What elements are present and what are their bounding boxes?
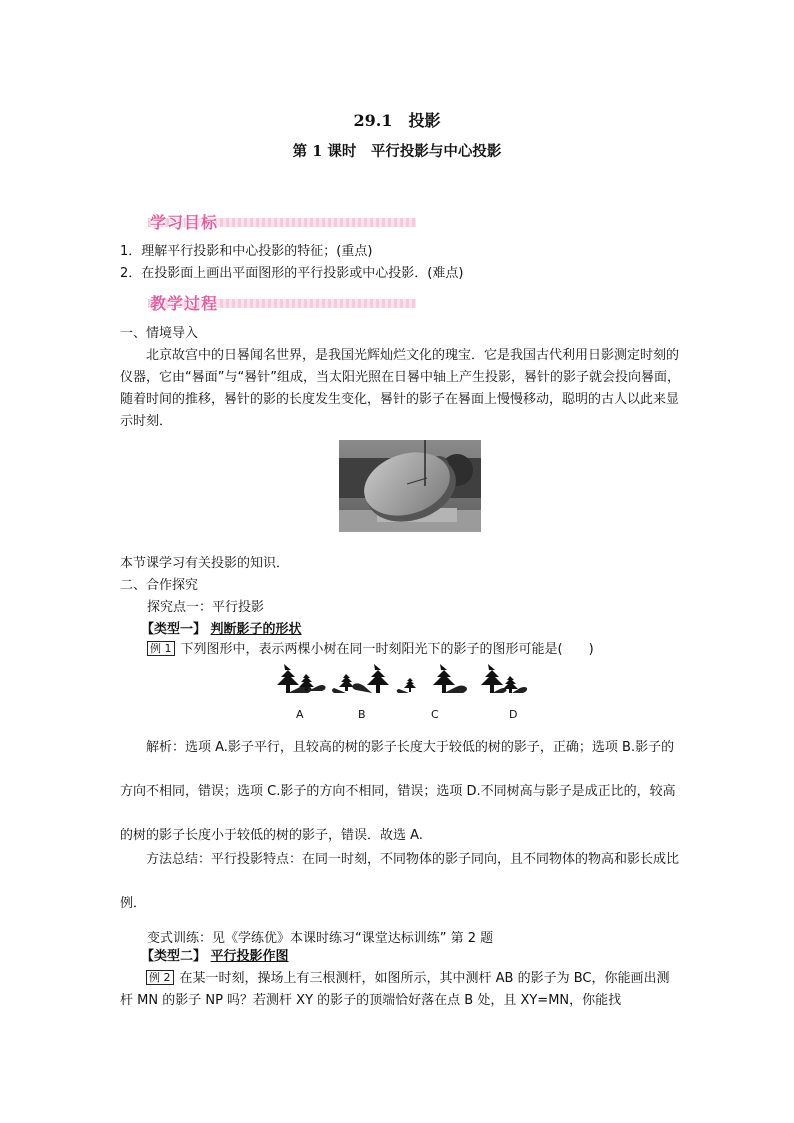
variant-training: 变式训练：见《学练优》本课时练习“课堂达标训练” 第 2 题 [147,931,494,946]
explore-heading: 二、合作探究 [120,578,199,593]
type1-title: 判断影子的形状 [210,622,302,637]
sundial-photo [339,440,481,532]
example1 [147,639,707,661]
example1-badge: 例 1 [147,641,175,656]
process-heading: 教学过程 [150,294,219,313]
option-a-figure [277,664,326,693]
type1-tag: 【类型一】 [141,622,207,637]
option-b-label: B [358,708,366,721]
option-c-figure [397,664,467,693]
objectives-heading: 学习目标 [150,213,219,232]
tree-shadow-options-figure [268,660,528,702]
option-c-label: C [431,708,439,721]
option-b-figure [332,664,389,693]
type1-heading [141,619,701,641]
intro-paragraph: 北京故宫中的日晷闻名世界，是我国光辉灿烂文化的瑰宝．它是我国古代利用日影测定时刻的仪器，它由“晷面”与“晷针”组成，当太阳光照在日晷中轴上产生投影，晷针的影子就会投向晷面，随着时间的推移，晷针的影的长度发生变化，晷针的影子在晷面上慢慢移动，聪明的古人以此来显示时刻． [120,348,680,429]
type2-tag: 【类型二】 [141,949,207,964]
objectives-banner [144,211,416,233]
type2-heading [141,946,701,968]
process-banner [144,292,416,314]
example1-text: 下列图形中，表示两棵小树在同一时刻阳光下的影子的图形可能是( ) [180,642,594,657]
method-summary: 方法总结：平行投影特点：在同一时刻，不同物体的影子同向，且不同物体的物高和影长成比例． [120,852,680,911]
objective-item-2: 2．在投影面上画出平面图形的平行投影或中心投影．(难点) [120,266,464,281]
example2-badge: 例 2 [146,970,174,985]
option-a-label: A [296,708,304,721]
example2-text: 在某一时刻，操场上有三根测杆，如图所示，其中测杆 AB 的影子为 BC，你能画出测杆 MN 的影子 NP 吗？若测杆 XY 的影子的顶端恰好落在点 B 处，且 XY=MN，你能找 [120,971,670,1008]
point1-heading: 探究点一：平行投影 [147,600,265,615]
type2-title: 平行投影作图 [210,949,289,964]
option-d-figure [481,664,527,693]
section-title: 29.1 投影 [353,111,441,130]
after-image-text: 本节课学习有关投影的知识． [120,556,290,571]
option-d-label: D [509,708,518,721]
objective-item-1: 1．理解平行投影和中心投影的特征；(重点) [120,244,373,259]
example2 [120,968,680,1012]
lesson-title: 第 1 课时 平行投影与中心投影 [292,143,502,160]
intro-heading: 一、情境导入 [120,326,199,341]
analysis-paragraph: 解析：选项 A.影子平行，且较高的树的影子长度大于较低的树的影子，正确；选项 B.影子的方向不相同，错误；选项 C.影子的方向不相同，错误；选项 D.不同树高与影子是成正比的，较高的树的影子长度小于较低的树的影子，错误．故选 A. [120,740,676,843]
